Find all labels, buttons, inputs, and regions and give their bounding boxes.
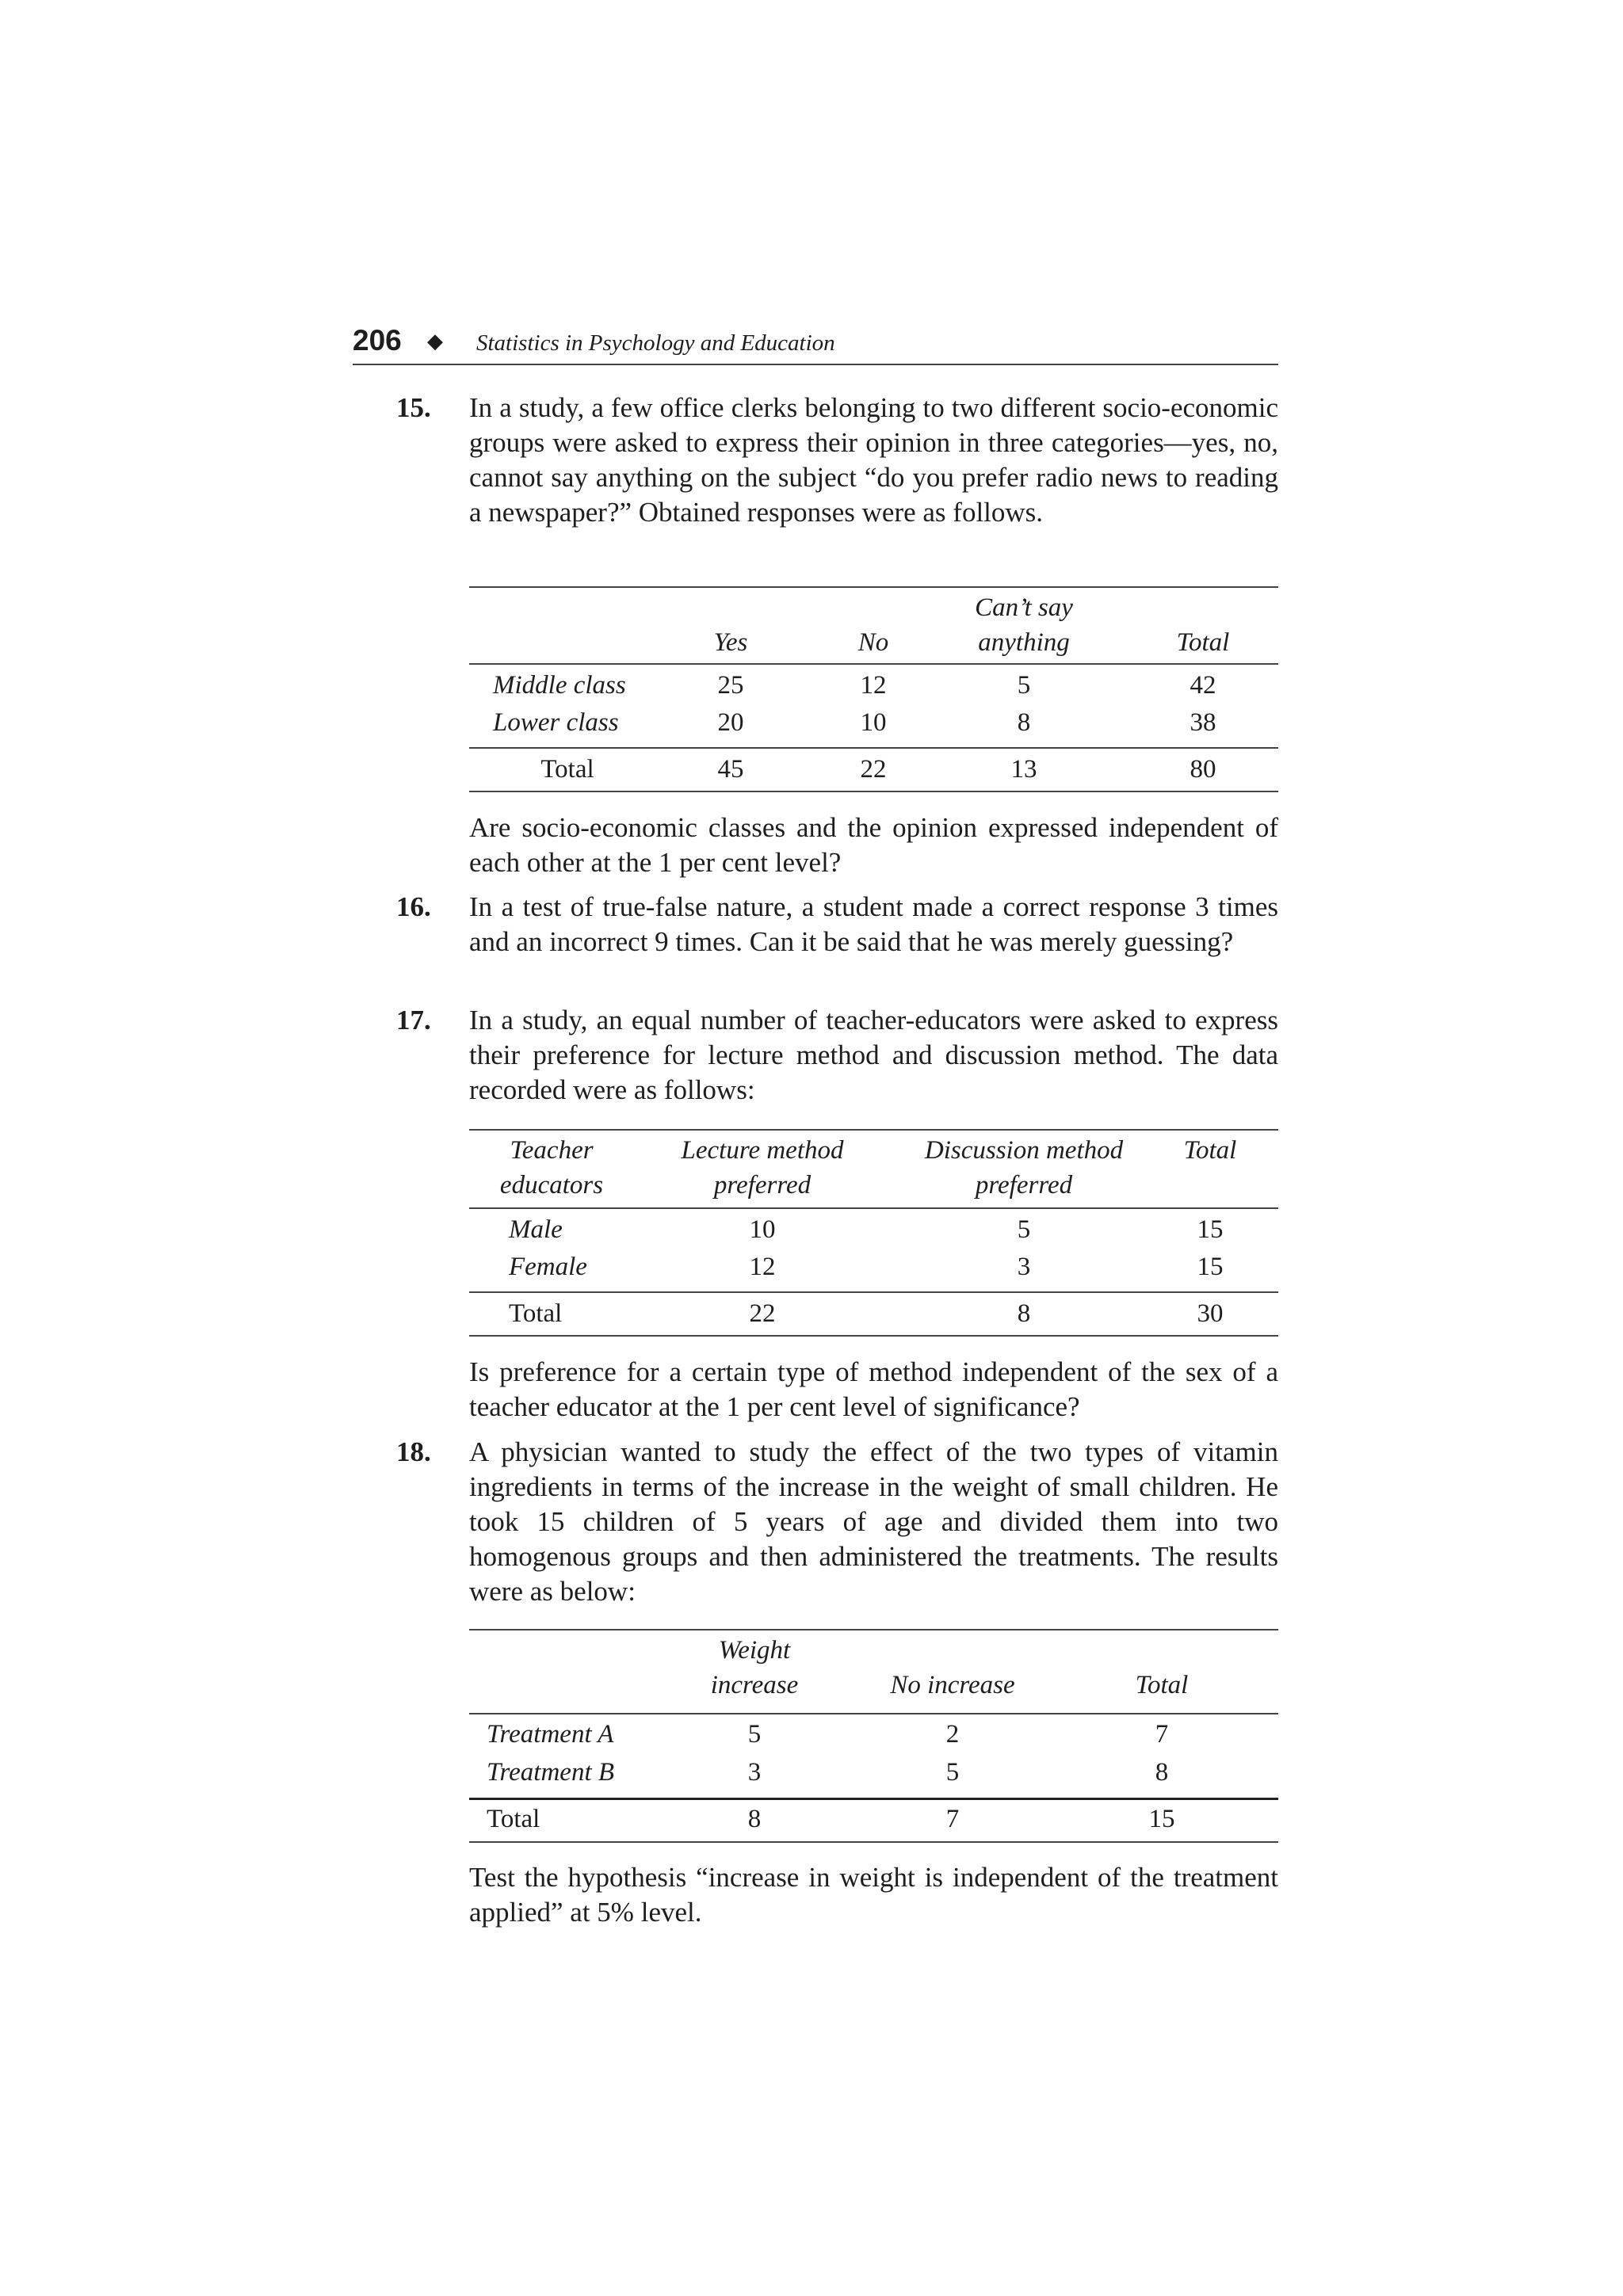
table-total-label: Total xyxy=(540,755,594,784)
table-cell: 22 xyxy=(860,755,887,784)
table-cell: 8 xyxy=(1155,1758,1169,1787)
table-cell: 25 xyxy=(717,671,744,700)
question-text: Are socio-economic classes and the opinion expressed independent of each other at the 1 per cent level? xyxy=(469,812,1278,878)
problem-number: 16. xyxy=(396,891,431,922)
table-cell: 45 xyxy=(717,755,744,784)
table-cell: Female xyxy=(509,1253,587,1281)
table-header-cell: Lecture method xyxy=(681,1136,844,1165)
table-rule xyxy=(469,1129,1278,1131)
table-cell: 15 xyxy=(1197,1253,1224,1281)
problem-text: In a study, a few office clerks belonging to two different socio-economic groups were asked to express their opinion in three categories—yes, no, cannot say anything on the subject “do you prefer radio news to reading a newspaper?” Obtained responses were as follows. xyxy=(469,392,1278,528)
table-cell: 20 xyxy=(717,708,744,737)
table-header-cell: Total xyxy=(1183,1136,1237,1165)
table-cell: 8 xyxy=(1017,708,1031,737)
table-cell: Treatment A xyxy=(487,1720,614,1749)
table-rule xyxy=(469,1841,1278,1843)
table-cell: 12 xyxy=(749,1253,776,1281)
table-rule xyxy=(469,1713,1278,1714)
question-text: Is preference for a certain type of method independent of the sex of a teacher educator at the 1 per cent level of significance? xyxy=(469,1356,1278,1422)
table-rule xyxy=(469,1207,1278,1209)
table-cell: 7 xyxy=(1155,1720,1169,1749)
table-cell: 13 xyxy=(1010,755,1037,784)
table-17 xyxy=(469,1129,1278,1337)
table-cell: 80 xyxy=(1190,755,1216,784)
table-cell: 42 xyxy=(1190,671,1216,700)
table-rule xyxy=(469,1291,1278,1293)
table-cell: 5 xyxy=(945,1758,960,1787)
table-rule xyxy=(469,747,1278,749)
table-rule xyxy=(469,663,1278,665)
table-header-cell: Weight xyxy=(718,1636,791,1665)
table-cell: 12 xyxy=(860,671,887,700)
table-header-cell: Discussion method xyxy=(924,1136,1124,1165)
table-cell: 7 xyxy=(945,1805,960,1833)
table-cell: Treatment B xyxy=(487,1758,615,1787)
table-cell: 15 xyxy=(1148,1805,1175,1833)
problem-number: 17. xyxy=(396,1005,431,1035)
table-cell: Male xyxy=(509,1215,563,1244)
table-rule xyxy=(469,1335,1278,1337)
table-rule xyxy=(469,791,1278,792)
table-header-cell: Total xyxy=(1176,628,1230,657)
table-cell: 5 xyxy=(1017,1215,1031,1244)
running-header xyxy=(353,322,1278,365)
page-number: 206 xyxy=(353,324,402,357)
problem-number: 15. xyxy=(396,392,431,423)
table-header-cell: Can’t say xyxy=(975,593,1073,622)
table-header-cell: educators xyxy=(499,1171,604,1199)
table-header-cell: Total xyxy=(1135,1671,1189,1699)
table-cell: 2 xyxy=(945,1720,960,1749)
table-cell: Lower class xyxy=(493,708,619,737)
problem-text: In a study, an equal number of teacher-educators were asked to express their preference for lecture method and discussion method. The data recorded were as follows: xyxy=(469,1005,1278,1105)
table-header-cell: increase xyxy=(710,1671,799,1699)
table-cell: 3 xyxy=(747,1758,762,1787)
table-header-cell: preferred xyxy=(713,1171,812,1199)
table-cell: 3 xyxy=(1017,1253,1031,1281)
table-rule xyxy=(469,586,1278,588)
table-rule xyxy=(469,1798,1278,1800)
table-cell: 22 xyxy=(749,1299,776,1328)
table-cell: 10 xyxy=(749,1215,776,1244)
table-cell: 30 xyxy=(1197,1299,1224,1328)
question-text: Test the hypothesis “increase in weight is independent of the treatment applied” at 5% level. xyxy=(469,1862,1278,1928)
table-header-cell: Yes xyxy=(713,628,748,657)
table-header-cell: anything xyxy=(978,628,1070,657)
book-title: Statistics in Psychology and Education xyxy=(476,330,835,356)
table-total-label: Total xyxy=(487,1805,540,1833)
table-cell: 8 xyxy=(1017,1299,1031,1328)
table-header-cell: Teacher xyxy=(510,1136,594,1165)
table-header-cell: No xyxy=(857,628,889,657)
problem-text: In a test of true-false nature, a student made a correct response 3 times and an incorrect 9 times. Can it be said that he was merely guessing? xyxy=(469,891,1278,957)
table-18 xyxy=(469,1629,1278,1851)
table-cell: 5 xyxy=(1017,671,1031,700)
table-header-cell: No increase xyxy=(890,1671,1015,1699)
table-cell: 38 xyxy=(1190,708,1216,737)
table-rule xyxy=(469,1629,1278,1630)
problem-number: 18. xyxy=(396,1436,431,1467)
table-total-label: Total xyxy=(509,1299,563,1328)
table-cell: 15 xyxy=(1197,1215,1224,1244)
table-15 xyxy=(469,586,1278,794)
table-cell: 8 xyxy=(747,1805,762,1833)
diamond-icon: ◆ xyxy=(427,330,443,353)
table-cell: Middle class xyxy=(493,671,626,700)
table-header-cell: preferred xyxy=(975,1171,1073,1199)
problem-text: A physician wanted to study the effect of the two types of vitamin ingredients in terms of the increase in the weight of small children. He took 15 children of 5 years of age and divided them into two homogenous groups and then administered the treatments. The results were as below: xyxy=(469,1436,1278,1607)
table-cell: 5 xyxy=(747,1720,762,1749)
table-cell: 10 xyxy=(860,708,887,737)
